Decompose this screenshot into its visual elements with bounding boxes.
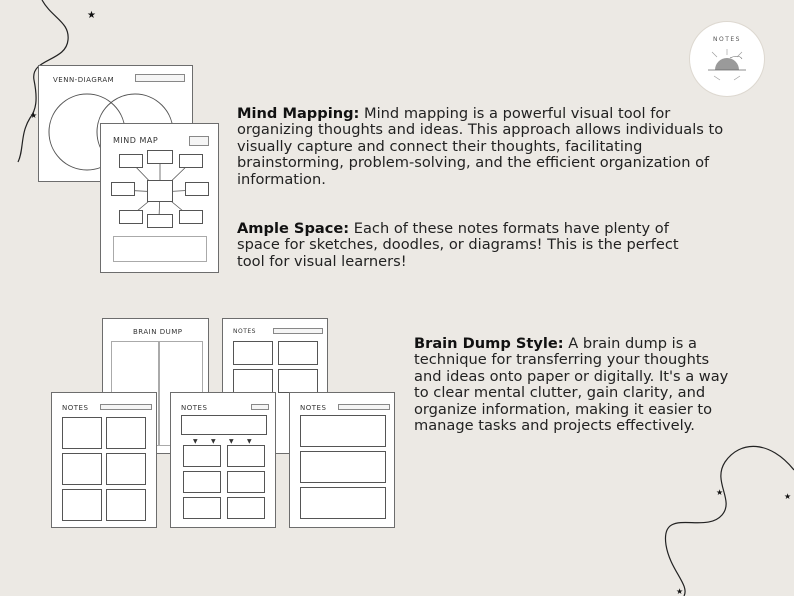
brain-dump-heading: Brain Dump Style: <box>414 335 564 352</box>
svg-text:★: ★ <box>716 488 724 497</box>
svg-text:▼: ▼ <box>211 438 216 445</box>
svg-text:▼: ▼ <box>229 438 234 445</box>
svg-text:★: ★ <box>676 587 684 596</box>
svg-text:★: ★ <box>784 492 792 501</box>
ample-space-heading: Ample Space: <box>237 220 350 237</box>
mind-mapping-paragraph <box>237 106 742 188</box>
notes-sheet-3 <box>289 392 395 528</box>
svg-text:▼: ▼ <box>193 438 198 445</box>
svg-text:▼: ▼ <box>247 438 252 445</box>
mind-map-title: MIND MAP <box>113 136 159 145</box>
notes-title-1: NOTES <box>62 404 89 412</box>
svg-text:★: ★ <box>30 111 38 120</box>
notes-sheet-2 <box>170 392 276 528</box>
brain-dump-paragraph <box>414 336 734 434</box>
notes-title-3: NOTES <box>300 404 327 412</box>
sun-icon <box>690 22 764 96</box>
ample-space-body: Each of these notes formats have plenty of space for sketches, doodles, or diagrams! This is the perfect tool for visual learners! <box>237 220 679 270</box>
mind-map-sheet <box>100 123 219 273</box>
mind-mapping-body: Mind mapping is a powerful visual tool for organizing thoughts and ideas. This approach allows individuals to visually capture and connect their thoughts, facilitating brainstorming, problem-solving, and the efficient organization of information. <box>237 105 724 188</box>
notes-title-2: NOTES <box>181 404 208 412</box>
venn-title: VENN-DIAGRAM <box>53 76 115 84</box>
logo-text: NOTES <box>713 36 741 43</box>
notes-sheet-1 <box>51 392 157 528</box>
ample-space-paragraph <box>237 221 692 270</box>
brain-dump-title: BRAIN DUMP <box>133 328 183 336</box>
notes-logo <box>690 22 764 96</box>
svg-text:★: ★ <box>87 10 96 21</box>
mind-mapping-heading: Mind Mapping: <box>237 105 360 122</box>
notes-title-back: NOTES <box>233 328 256 335</box>
brain-dump-body: A brain dump is a technique for transferring your thoughts and ideas onto paper or digitally. It's a way to clear mental clutter, gain clarity, and organize information, making it easier to manage tasks and projects effectively. <box>414 335 729 435</box>
